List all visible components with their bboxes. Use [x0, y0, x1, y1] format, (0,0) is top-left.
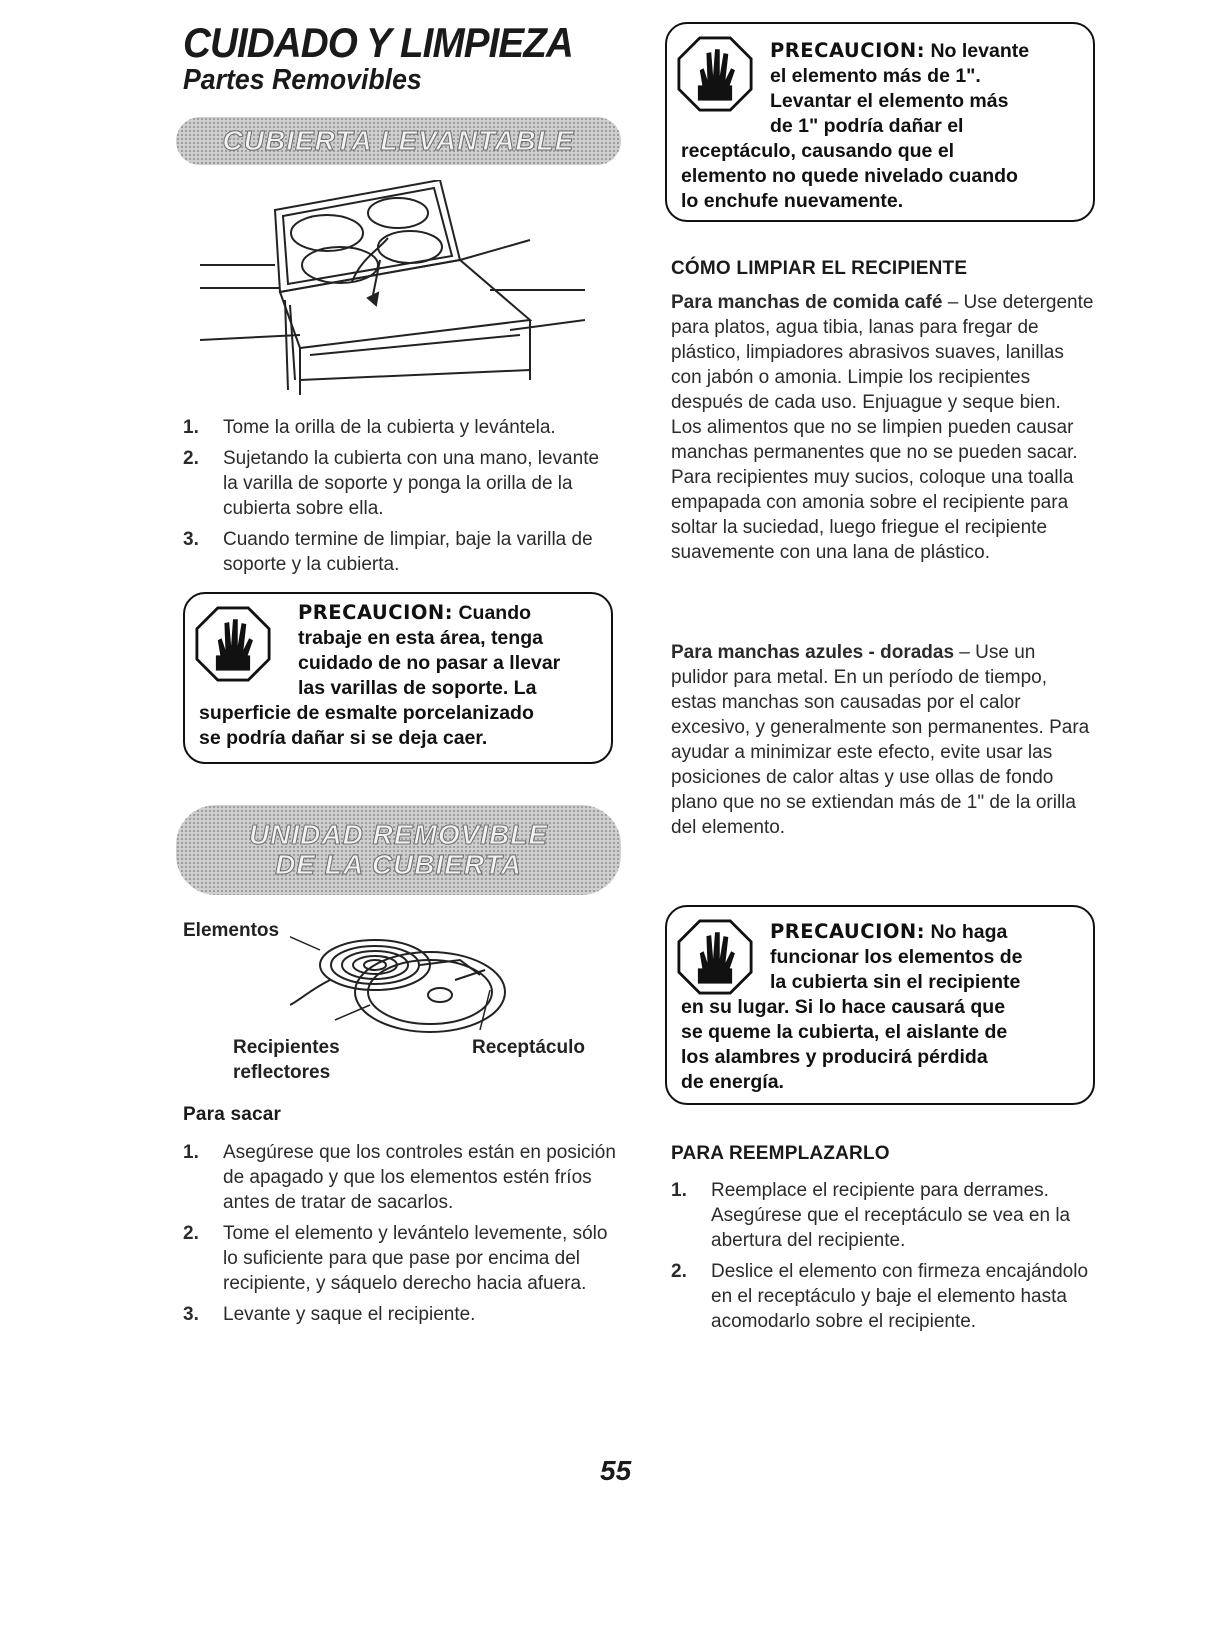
remove-element-steps: [183, 1140, 623, 1333]
caution-box-lift-element: PRECAUCION: No levante el elemento más de 1". Levantar el elemento más de 1" podría dañar el receptáculo, causando que el elemento no quede nivelado cuando lo enchufe nuevamente.: [665, 22, 1095, 222]
section-banner-unidad: [176, 805, 621, 895]
list-item: 2. Deslice el elemento con firmeza encajándolo en el receptáculo y baje el elemento hasta acomodarlo sobre el recipiente.: [671, 1261, 1089, 1332]
list-item: 2. Sujetando la cubierta con una mano, levante la varilla de soporte y ponga la orilla de la cubierta sobre ella.: [183, 448, 600, 519]
banner-label: CUBIERTA LEVANTABLE: [222, 125, 575, 156]
clean-heading: CÓMO LIMPIAR EL RECIPIENTE: [671, 258, 968, 279]
banner-label-line1: UNIDAD REMOVIBLE: [248, 819, 549, 850]
lift-up-cooktop-illustration: [200, 180, 585, 395]
page-subtitle: Partes Removibles: [183, 64, 422, 96]
caution-box-no-pan: PRECAUCION: No haga funcionar los elementos de la cubierta sin el recipiente en su lugar. Si lo hace causará que se queme la cubierta, el aislante de los alambres y producirá pérdida de energía.: [665, 905, 1095, 1105]
label-recipientes: Recipientes: [233, 1037, 340, 1058]
label-receptaculo: Receptáculo: [472, 1037, 585, 1058]
brown-stains-paragraph: Para manchas de comida café – Use detergente para platos, agua tibia, lanas para fregar de plástico, limpiadores abrasivos suaves, lanillas con jabón o amonia. Limpie los recipientes después de cada uso. Enjuague y seque bien. Los alimentos que no se limpien pueden causar manchas permanentes que no se pueden sacar. Para recipientes muy sucios, coloque una toalla empapada con amonia sobre el recipiente para soltar la suciedad, luego friegue el recipiente suavemente con una lana de plástico.: [671, 292, 1094, 563]
para-sacar-heading: Para sacar: [183, 1104, 282, 1125]
caution-box-support-rods: PRECAUCION: Cuando trabaje en esta área, tenga cuidado de no pasar a llevar las varillas de soporte. La superficie de esmalte porcelanizado se podría dañar si se deja caer.: [183, 592, 613, 764]
list-item: 1. Asegúrese que los controles están en posición de apagado y que los elementos estén fríos antes de tratar de sacarlos.: [183, 1142, 616, 1213]
list-item: 1. Reemplace el recipiente para derrames. Asegúrese que el receptáculo se vea en la abertura del recipiente.: [671, 1180, 1071, 1251]
burner-element-illustration: [290, 930, 520, 1040]
replace-heading: PARA REEMPLAZARLO: [671, 1143, 890, 1164]
caution-lead: PRECAUCION:: [298, 601, 454, 624]
replace-element-steps: [671, 1178, 1095, 1340]
list-item: 3. Cuando termine de limpiar, baje la varilla de soporte y la cubierta.: [183, 529, 593, 575]
label-reflectores: reflectores: [233, 1062, 331, 1083]
label-elementos: Elementos: [183, 920, 280, 941]
caution-lead: PRECAUCION:: [770, 39, 926, 62]
para-lead: Para manchas de comida café: [671, 292, 943, 313]
caution-lead: PRECAUCION:: [770, 920, 926, 943]
para-lead: Para manchas azules - doradas: [671, 642, 955, 663]
list-item: 3. Levante y saque el recipiente.: [183, 1304, 476, 1325]
lift-cooktop-steps: [183, 415, 613, 583]
blue-gold-stains-paragraph: Para manchas azules - doradas – Use un pulidor para metal. En un período de tiempo, estas manchas son causadas por el calor excesivo, y generalmente son permanentes. Para ayudar a minimizar este efecto, evite usar las posiciones de calor altas y use ollas de fondo plano que no se extiendan más de 1" de la orilla del elemento.: [671, 642, 1090, 838]
section-banner-cubierta: [176, 117, 621, 165]
page-title: CUIDADO Y LIMPIEZA: [183, 19, 573, 66]
page-number: 55: [600, 1455, 632, 1486]
list-item: 1. Tome la orilla de la cubierta y levántela.: [183, 417, 556, 438]
banner-label-line2: DE LA CUBIERTA: [275, 849, 522, 880]
list-item: 2. Tome el elemento y levántelo levemente, sólo lo suficiente para que pase por encima del recipiente, y sáquelo derecho hacia afuera.: [183, 1223, 608, 1294]
